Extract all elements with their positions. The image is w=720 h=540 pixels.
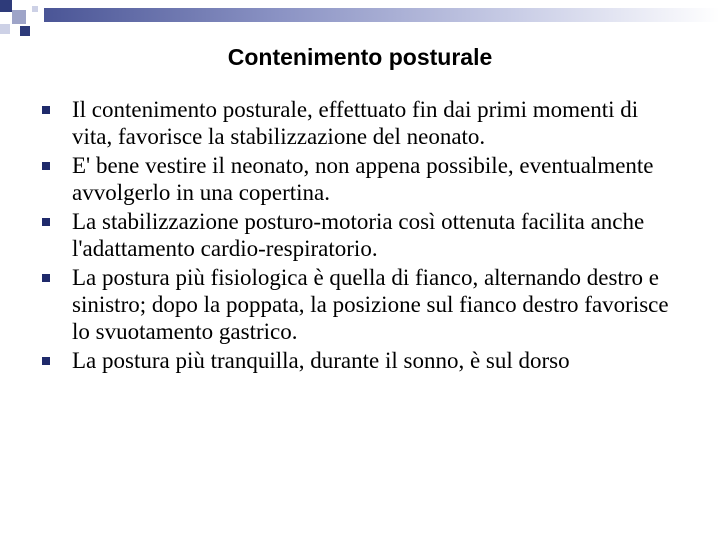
bullet-item [42, 208, 682, 262]
decorative-square [32, 6, 38, 12]
decorative-square [20, 26, 30, 36]
decorative-top-band [44, 8, 720, 22]
bullet-text: La stabilizzazione posturo-motoria così ottenuta facilita anche l'adattamento cardio-respiratorio. [72, 209, 645, 261]
decorative-square [12, 10, 26, 24]
square-bullet-icon [42, 106, 50, 114]
bullet-text: Il contenimento posturale, effettuato fin dai primi momenti di vita, favorisce la stabilizzazione del neonato. [72, 97, 639, 149]
square-bullet-icon [42, 274, 50, 282]
bullet-text: La postura più fisiologica è quella di fianco, alternando destro e sinistro; dopo la poppata, la posizione sul fianco destro favorisce lo svuotamento gastrico. [72, 265, 669, 344]
bullet-item [42, 96, 682, 150]
square-bullet-icon [42, 162, 50, 170]
decorative-square [0, 24, 10, 34]
bullet-item [42, 152, 682, 206]
decorative-square [0, 0, 12, 12]
square-bullet-icon [42, 218, 50, 226]
square-bullet-icon [42, 357, 50, 365]
slide-title: Contenimento posturale [227, 44, 493, 70]
bullet-item [42, 264, 682, 345]
bullet-text: E' bene vestire il neonato, non appena possibile, eventualmente avvolgerlo in una copertina. [72, 153, 654, 205]
bullet-text: La postura più tranquilla, durante il sonno, è sul dorso [72, 348, 570, 373]
bullet-item [42, 347, 682, 374]
bullet-list [42, 96, 682, 376]
